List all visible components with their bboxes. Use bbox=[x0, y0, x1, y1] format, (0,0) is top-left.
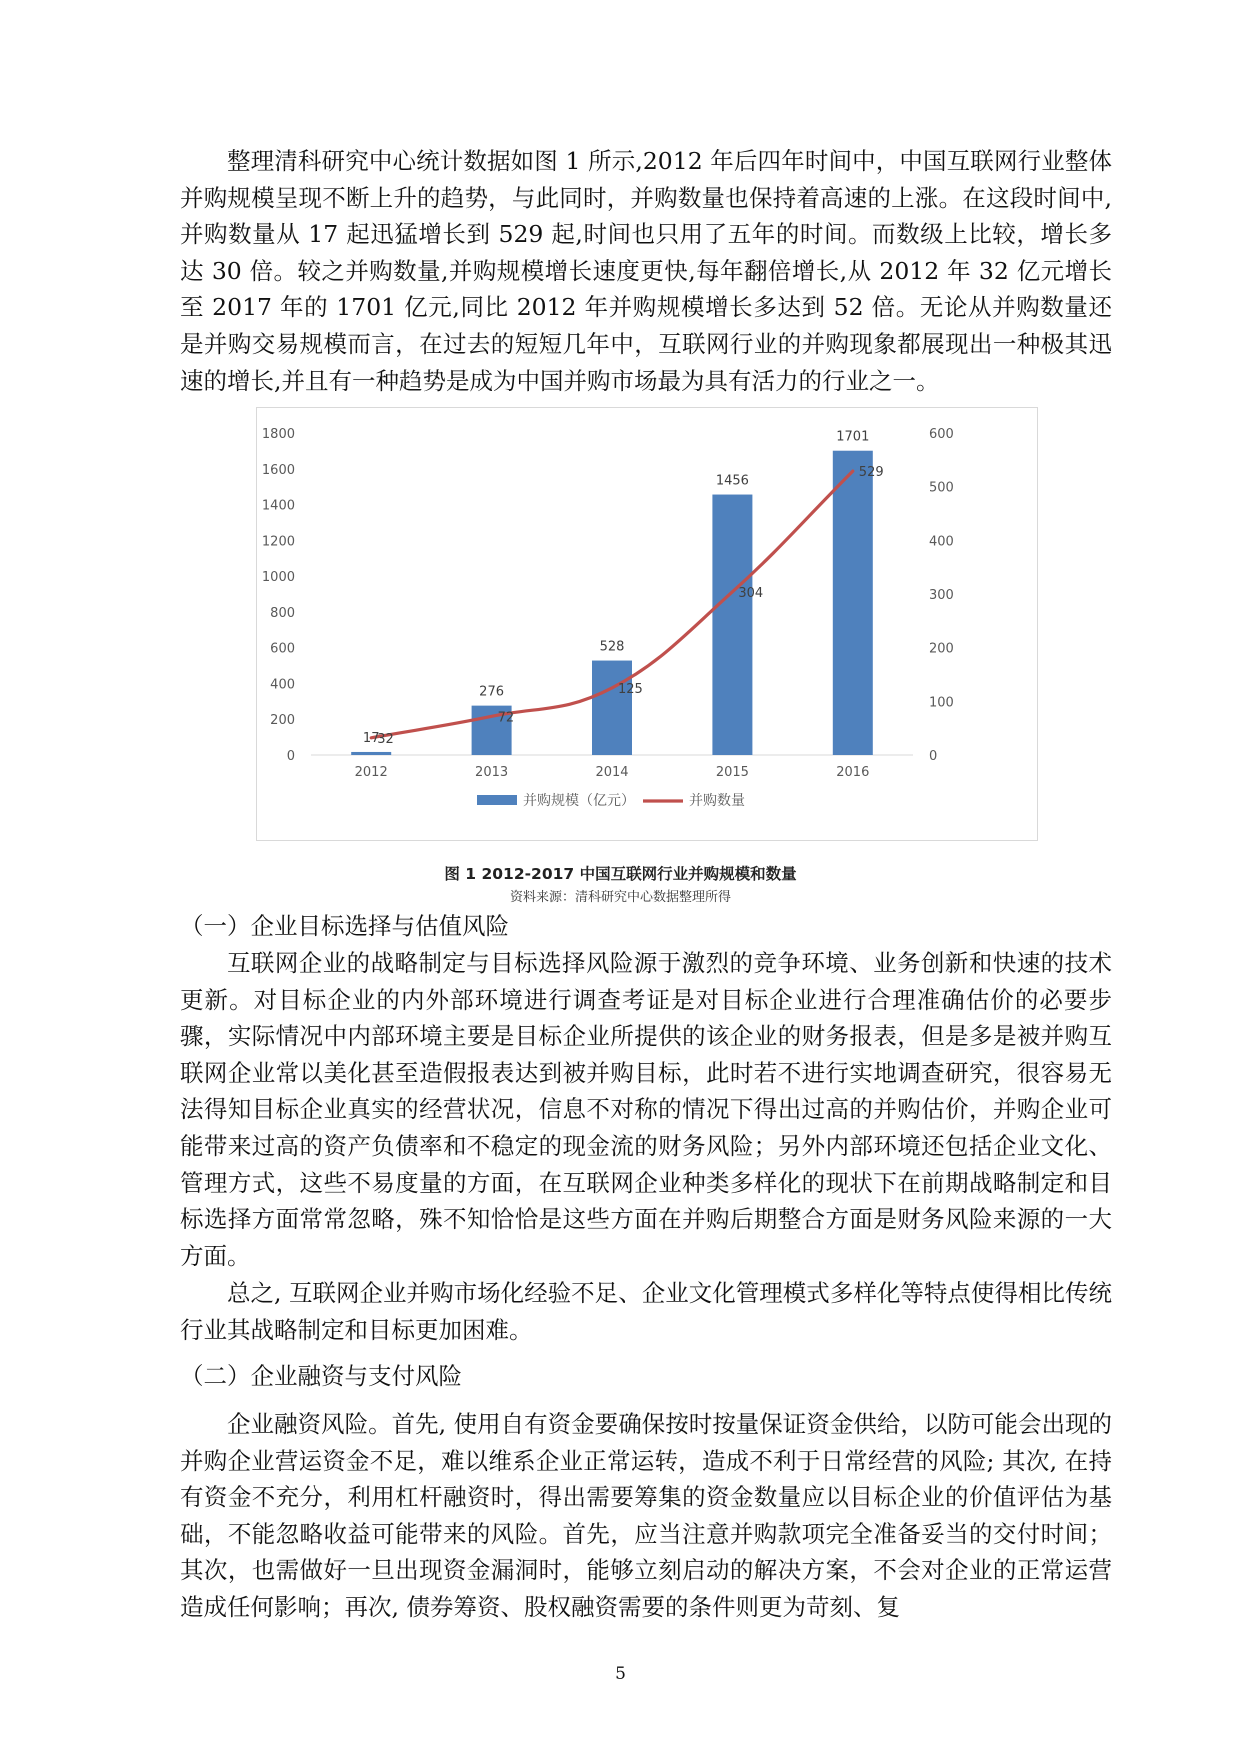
y-right-tick-label: 300 bbox=[929, 588, 954, 603]
y-left-tick-label: 1000 bbox=[261, 570, 295, 586]
legend-swatch-bar bbox=[477, 795, 517, 805]
chart-svg bbox=[257, 408, 1037, 840]
paragraph-section-2: 企业融资风险。首先, 使用自有资金要确保按时按量保证资金供给，以防可能会出现的并购企业营运资金不足，难以维系企业正常运转，造成不利于日常经营的风险; 其次, 在持有资金不充分，利用杠杆融资时，得出需要筹集的资金数量应以目标企业的价值评估为基础，不能忽略收益可能带来的风险。首先，应当注意并购款项完全准备妥当的交付时间；其次，也需做好一旦出现资金漏洞时，能够立刻启动的解决方案，不会对企业的正常运营造成任何影响；再次, 债券筹资、股权融资需要的条件则更为苛刻、复 bbox=[180, 1410, 1112, 1621]
y-left-tick-label: 400 bbox=[270, 677, 295, 693]
y-right-tick-label: 200 bbox=[929, 641, 954, 657]
bar-data-label: 1701 bbox=[836, 429, 870, 445]
y-right-tick-label: 400 bbox=[929, 534, 954, 550]
x-tick-label: 2013 bbox=[475, 765, 509, 780]
line-data-label: 125 bbox=[618, 681, 643, 697]
paragraph-intro: 整理清科研究中心统计数据如图 1 所示,2012 年后四年时间中，中国互联网行业整体并购规模呈现不断上升的趋势，与此同时，并购数量也保持着高速的上涨。在这段时间中,并购数量从 17 起迅猛增长到 529 起,时间也只用了五年的时间。而数级上比较，增长多达 30 倍。较之并购数量,并购规模增长速度更快,每年翻倍增长,从 2012 年 32 亿元增长至 2017 年的 1701 亿元,同比 2012 年并购规模增长多达到 52 倍。无论从并购数量还是并购交易规模而言，在过去的短短几年中，互联网行业的并购现象都展现出一种极其迅速的增长,并且有一种趋势是成为中国并购市场最为具有活力的行业之一。 bbox=[180, 147, 1112, 395]
line-data-label: 529 bbox=[858, 465, 884, 481]
line-data-label: 304 bbox=[738, 585, 764, 601]
y-left-tick-label: 1400 bbox=[261, 498, 295, 514]
figure-chart bbox=[256, 407, 1038, 841]
figure-caption: 图 1 2012-2017 中国互联网行业并购规模和数量 bbox=[444, 865, 797, 883]
legend-label-line: 并购数量 bbox=[689, 793, 745, 809]
y-left-tick-label: 600 bbox=[270, 641, 295, 657]
x-tick-label: 2012 bbox=[354, 765, 388, 780]
bar-2016 bbox=[833, 451, 873, 755]
line-data-label: 32 bbox=[377, 731, 394, 747]
bar-data-label: 528 bbox=[599, 639, 625, 655]
y-left-tick-label: 1600 bbox=[261, 462, 295, 478]
paragraph-section-1: 互联网企业的战略制定与目标选择风险源于激烈的竞争环境、业务创新和快速的技术更新。对目标企业的内外部环境进行调查考证是对目标企业进行合理准确估价的必要步骤，实际情况中内部环境主要是目标企业所提供的该企业的财务报表，但是多是被并购互联网企业常以美化甚至造假报表达到被并购目标，此时若不进行实地调查研究，很容易无法得知目标企业真实的经营状况，信息不对称的情况下得出过高的并购估价，并购企业可能带来过高的资产负债率和不稳定的现金流的财务风险；另外内部环境还包括企业文化、管理方式，这些不易度量的方面，在互联网企业种类多样化的现状下在前期战略制定和目标选择方面常常忽略，殊不知恰恰是这些方面在并购后期整合方面是财务风险来源的一大方面。 bbox=[180, 949, 1112, 1270]
figure-source: 资料来源：清科研究中心数据整理所得 bbox=[509, 890, 731, 905]
bar-2012 bbox=[351, 752, 391, 755]
bar-data-label: 276 bbox=[479, 684, 505, 700]
y-right-tick-label: 500 bbox=[929, 480, 954, 496]
bar-2015 bbox=[712, 495, 752, 755]
section-heading-2: （二）企业融资与支付风险 bbox=[180, 1362, 462, 1390]
bar-data-label: 1456 bbox=[715, 473, 749, 489]
y-left-tick-label: 200 bbox=[270, 713, 295, 729]
section-heading-1: （一）企业目标选择与估值风险 bbox=[180, 912, 509, 940]
page-number: 5 bbox=[615, 1664, 626, 1684]
y-left-tick-label: 1800 bbox=[261, 427, 295, 442]
y-left-tick-label: 800 bbox=[270, 605, 295, 621]
bar-data-label: 17 bbox=[362, 730, 380, 746]
paragraph-summary: 总之, 互联网企业并购市场化经验不足、企业文化管理模式多样化等特点使得相比传统行业其战略制定和目标更加困难。 bbox=[180, 1279, 1112, 1344]
x-tick-label: 2014 bbox=[595, 765, 629, 780]
y-right-tick-label: 600 bbox=[929, 427, 954, 442]
line-data-label: 72 bbox=[497, 710, 515, 726]
y-left-tick-label: 1200 bbox=[261, 534, 295, 550]
y-left-tick-label: 0 bbox=[286, 749, 295, 764]
bar-2014 bbox=[592, 661, 632, 755]
x-tick-label: 2015 bbox=[715, 765, 749, 780]
legend-label-bar: 并购规模（亿元） bbox=[523, 793, 635, 809]
x-tick-label: 2016 bbox=[836, 765, 870, 780]
y-right-tick-label: 0 bbox=[929, 749, 938, 764]
y-right-tick-label: 100 bbox=[929, 695, 954, 711]
